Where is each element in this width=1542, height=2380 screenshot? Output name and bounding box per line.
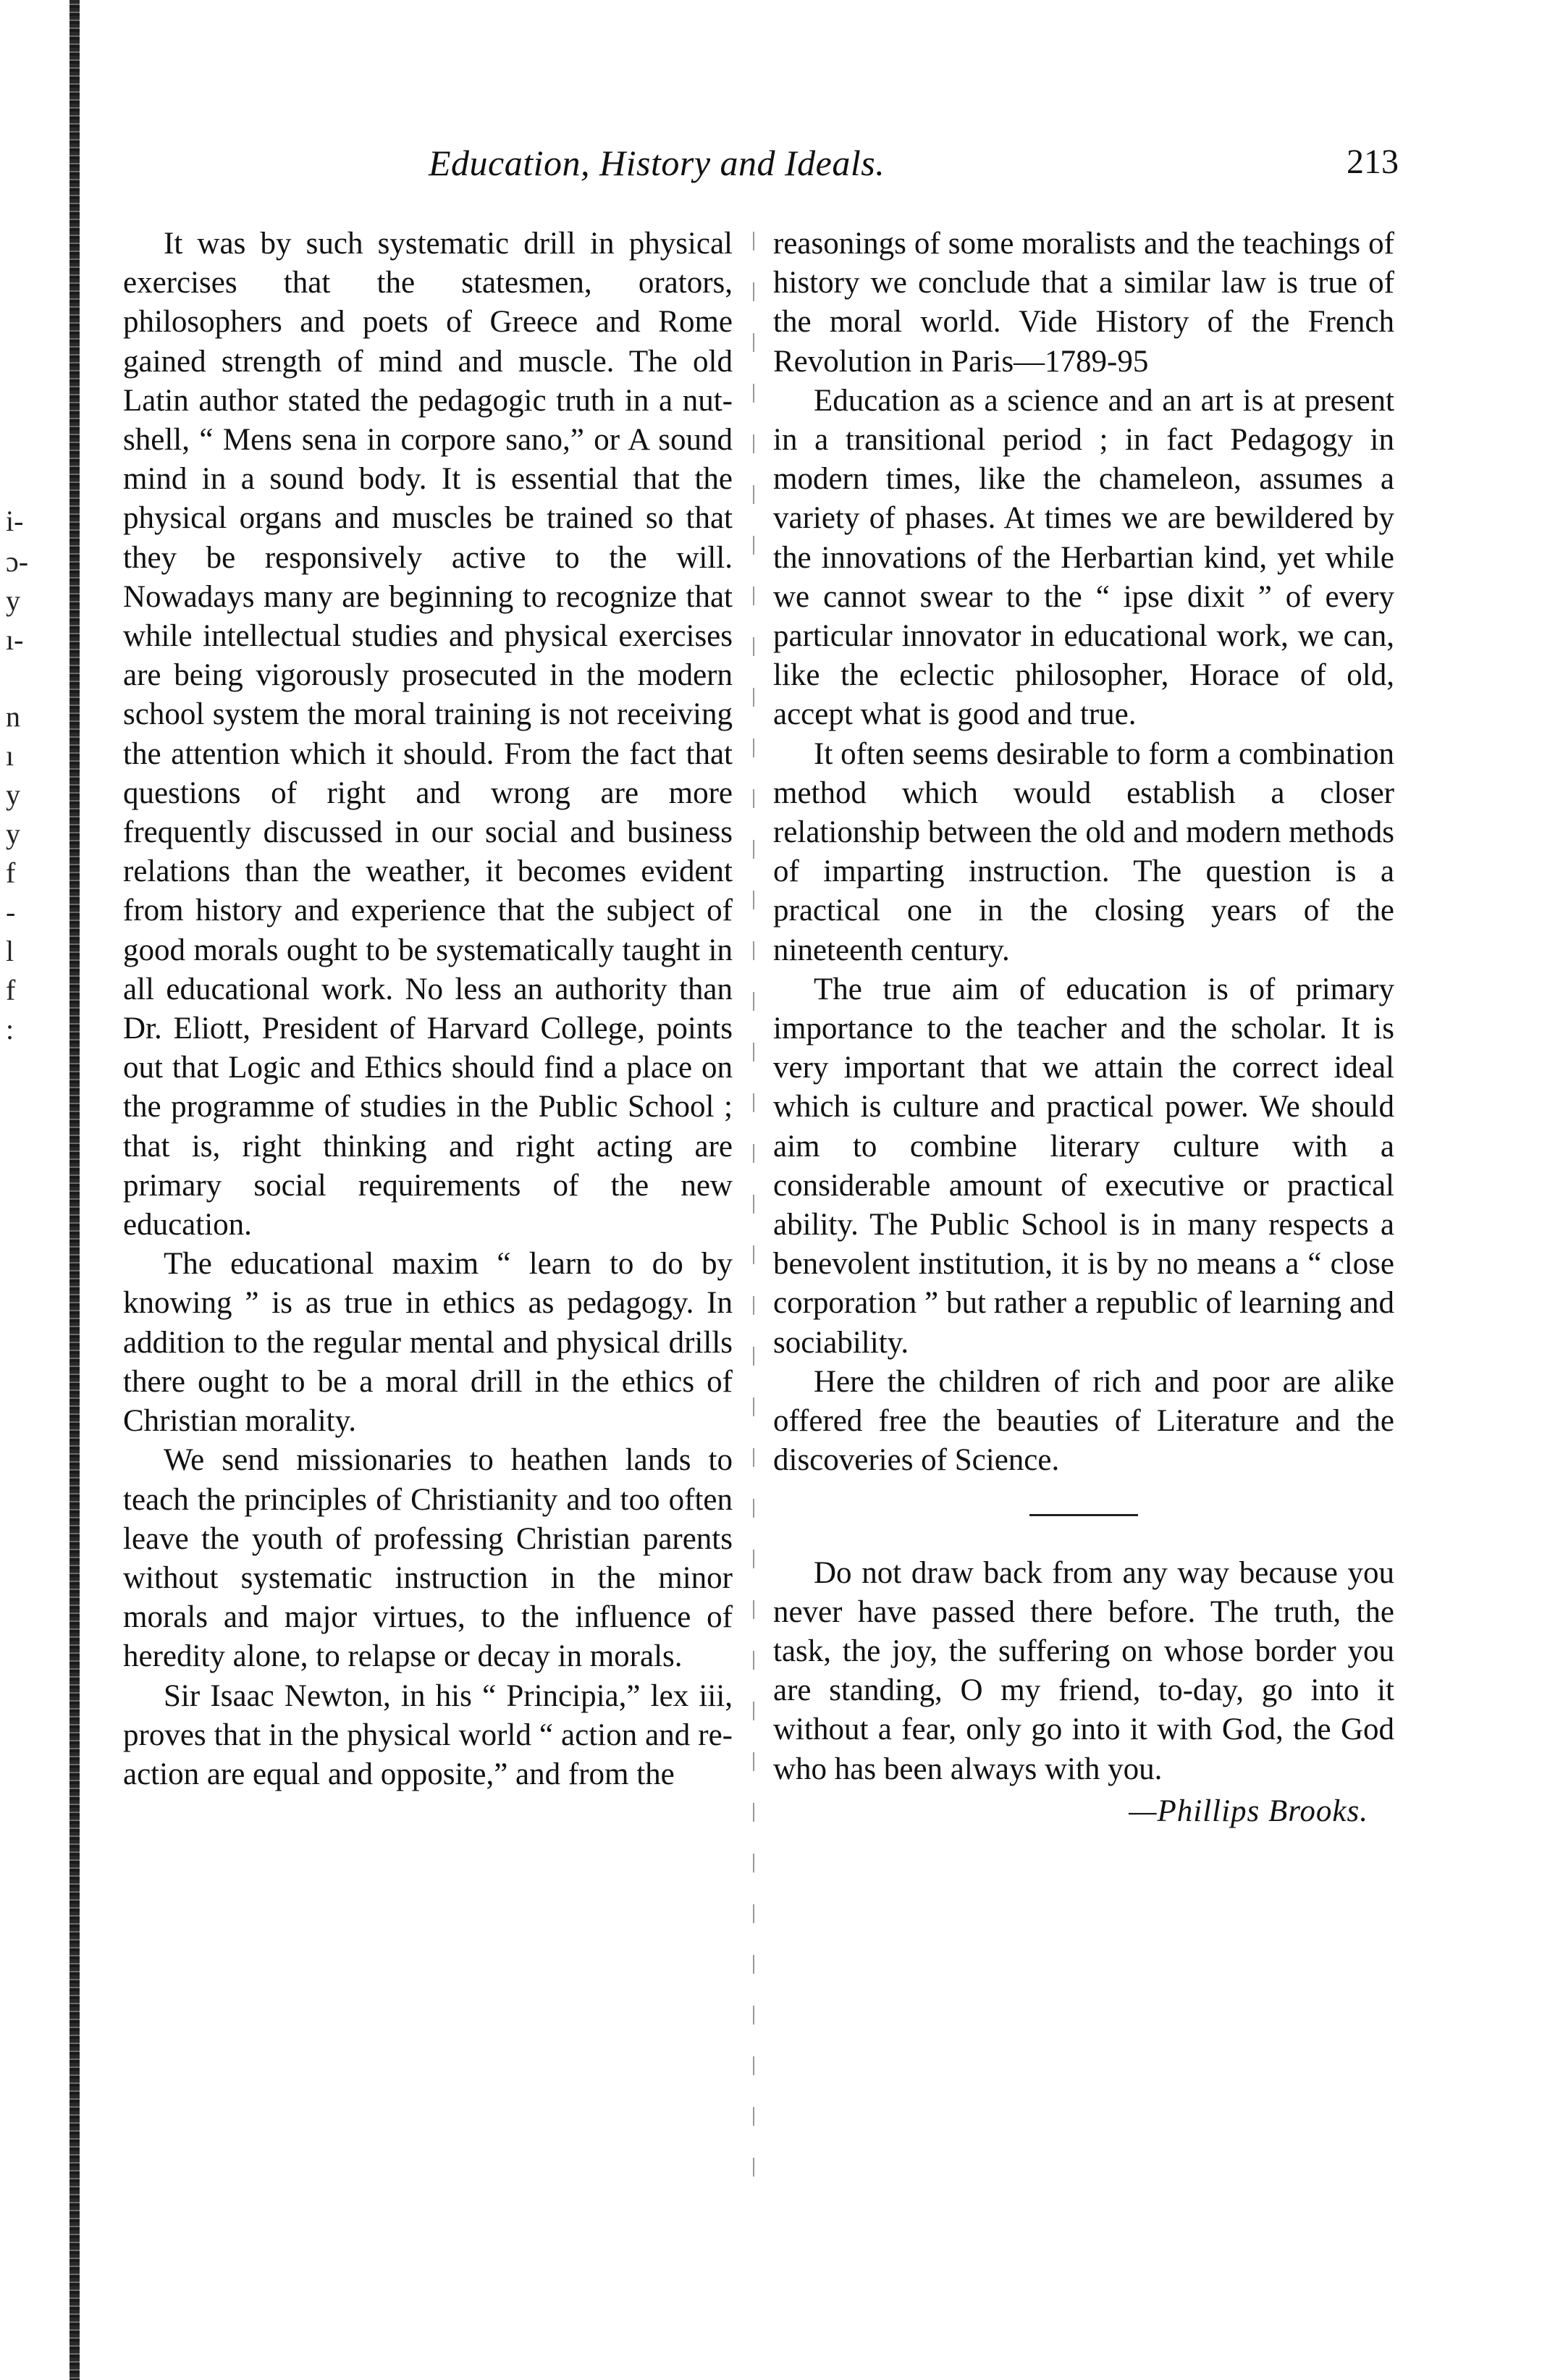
- margin-fragment: ı: [6, 739, 14, 772]
- binding-rule: [69, 0, 80, 2380]
- margin-fragment: -: [6, 896, 16, 928]
- running-title: Education, History and Ideals.: [429, 143, 885, 183]
- margin-fragment: y: [6, 584, 20, 617]
- paragraph: Here the children of rich and poor are alike offered free the beauties of Literature and the discoveries of Science.: [773, 1364, 1394, 1478]
- margin-fragment: :: [6, 1013, 14, 1046]
- page-header: [429, 142, 1399, 193]
- margin-fragment: ı-: [6, 623, 24, 656]
- margin-fragment: y: [6, 817, 20, 850]
- left-column: [123, 224, 733, 1794]
- paragraph: The educational maxim “ learn to do by knowing ” is as true in ethics as pedagogy. In addition to the regular mental and physical drills there ought to be a moral drill in the ethics of Christian morality.: [123, 1247, 733, 1439]
- closing-quote: Do not draw back from any way because you never have passed there before. The truth, the task, the joy, the suffering on whose border you are standing, O my friend, to-day, go into it without a fear, only go into it with God, the God who has been always with you.: [773, 1555, 1394, 1786]
- paragraph: reasonings of some moralists and the teachings of history we conclude that a similar law is true of the moral world. Vide History of the French Revolution in Paris—1789-95: [773, 227, 1394, 379]
- paragraph: Sir Isaac Newton, in his “ Principia,” lex iii, proves that in the physical world “ action and re-action are equal and opposite,” and from the: [123, 1678, 733, 1791]
- page-number: 213: [1347, 143, 1399, 181]
- margin-fragment: n: [6, 700, 20, 733]
- margin-fragment: l: [6, 935, 14, 967]
- paragraph: Education as a science and an art is at present in a transitional period ; in fact Pedagogy in modern times, like the chameleon, assumes a variety of phases. At times we are bewildered by the innovations of the Herbartian kind, yet while we cannot swear to the “ ipse dixit ” of every particular innovator in educational work, we can, like the eclectic philosopher, Horace of old, accept what is good and true.: [773, 383, 1394, 732]
- margin-fragment: f: [6, 974, 16, 1006]
- margin-fragment: i-: [6, 505, 24, 537]
- paragraph: We send missionaries to heathen lands to teach the principles of Christianity and too often leave the youth of professing Christian parents without systematic instruction in the minor morals and major virtues, to the influence of heredity alone, to relapse or decay in morals.: [123, 1443, 733, 1674]
- section-divider: [1029, 1514, 1138, 1516]
- quote-attribution: —Phillips Brooks.: [1129, 1794, 1368, 1828]
- margin-fragment: ɔ-: [6, 545, 29, 578]
- column-divider: [753, 232, 754, 2187]
- page-binding-edge: [0, 0, 81, 2380]
- paragraph: It was by such systematic drill in physical exercises that the statesmen, orators, philosophers and poets of Greece and Rome gained strength of mind and muscle. The old Latin author stated the pedagogic truth in a nut-shell, “ Mens sena in corpore sano,” or A sound mind in a sound body. It is essential that the physical organs and muscles be trained so that they be responsively active to the will. Nowadays many are beginning to recognize that while intellectual studies and physical exercises are being vigorously prosecuted in the modern school system the moral training is not receiving the attention which it should. From the fact that questions of right and wrong are more frequently discussed in our social and business relations than the weather, it becomes evident from history and experience that the subject of good morals ought to be systematically taught in all educational work. No less an authority than Dr. Eliott, President of Harvard College, points out that Logic and Ethics should find a place on the programme of studies in the Public School ; that is, right thinking and right acting are primary social requirements of the new education.: [123, 227, 733, 1242]
- right-column: [773, 224, 1394, 1831]
- margin-fragment: f: [6, 857, 16, 889]
- paragraph: The true aim of education is of primary importance to the teacher and the scholar. It is very important that we attain the correct ideal which is culture and practical power. We should aim to combine literary culture with a considerable amount of executive or practical ability. The Public School is in many respects a benevolent institution, it is by no means a “ close corporation ” but rather a republic of learning and sociability.: [773, 972, 1394, 1360]
- paragraph: It often seems desirable to form a combination method which would establish a closer relationship between the old and modern methods of imparting instruction. The question is a practical one in the closing years of the nineteenth century.: [773, 736, 1394, 967]
- margin-fragment: y: [6, 778, 20, 811]
